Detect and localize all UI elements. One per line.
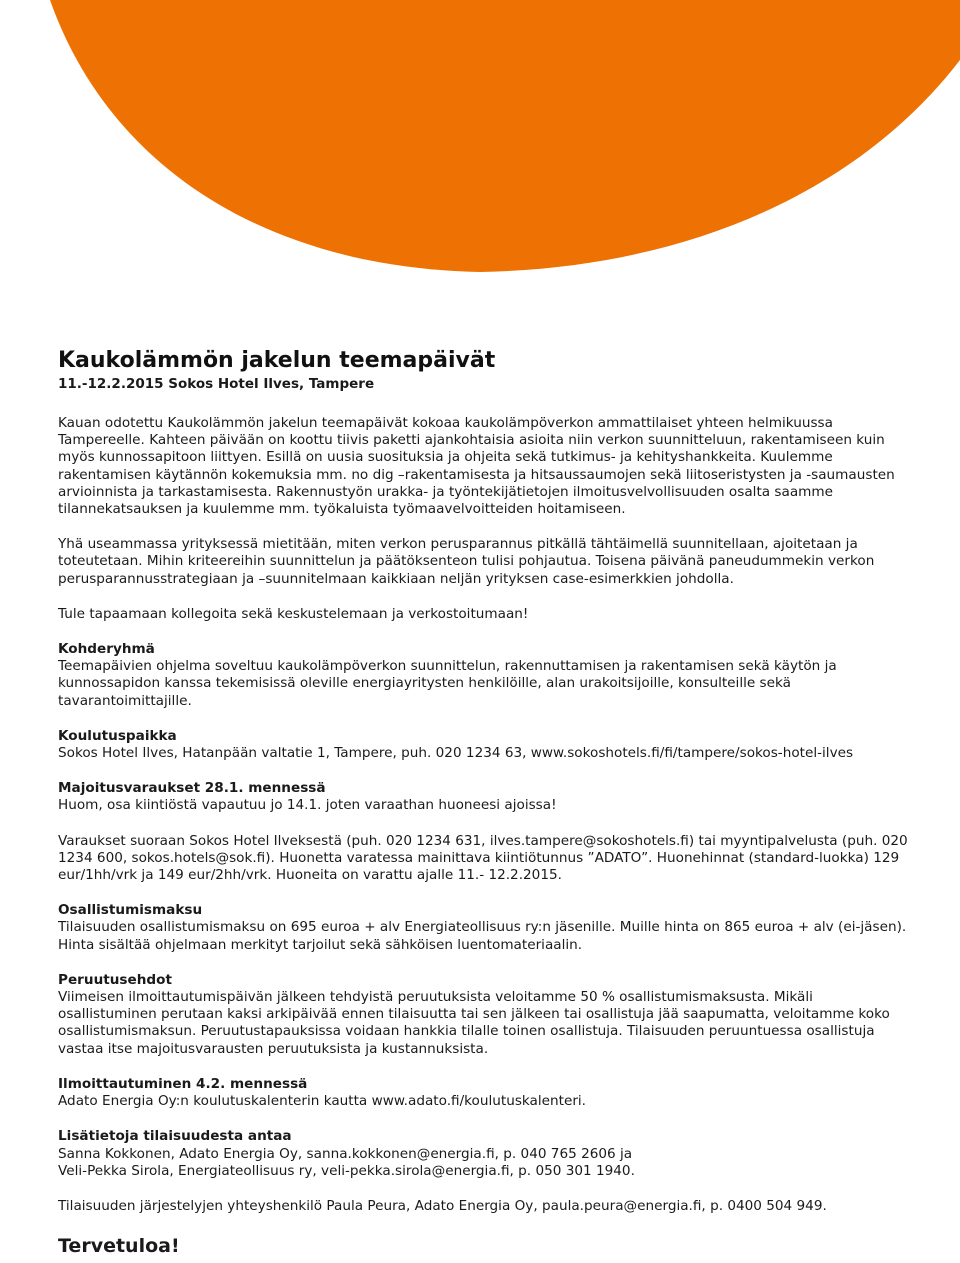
organizer-contact: Tilaisuuden järjestelyjen yhteyshenkilö Paula Peura, Adato Energia Oy, paula.peura@energia.fi, p. 0400 504 949. <box>58 1197 827 1214</box>
section-heading: Koulutuspaikka <box>58 727 177 744</box>
section-osallistumismaksu <box>58 902 908 954</box>
section-text: Sokos Hotel Ilves, Hatanpään valtatie 1, Tampere, puh. 020 1234 63, www.sokoshotels.fi/fi/tampere/sokos-hotel-ilves <box>58 745 854 762</box>
section-lisatietoja <box>58 1128 908 1180</box>
section-ilmoittautuminen <box>58 1076 908 1110</box>
section-heading: Ilmoittautuminen 4.2. mennessä <box>58 1075 308 1092</box>
section-heading: Kohderyhmä <box>58 641 155 658</box>
contact-line-1: Sanna Kokkonen, Adato Energia Oy, sanna.kokkonen@energia.fi, p. 040 765 2606 ja <box>58 1145 633 1162</box>
section-text: Tilaisuuden osallistumismaksu on 695 euroa + alv Energiateollisuus ry:n jäsenille. Muille hinta on 865 euroa + alv (ei-jäsen). Hinta sisältää ohjelmaan merkityt tarjoilut sekä sähköisen luentomateriaalin. <box>58 919 907 953</box>
section-text: Viimeisen ilmoittautumispäivän jälkeen tehdyistä peruutuksista veloitamme 50 % osallistumismaksusta. Mikäli osallistuminen perutaan kaksi arkipäivää ennen tilaisuutta tai sen jälkeen tai osallistuja jää saapumatta, veloitamme koko osallistumismaksun. Peruutustapauksissa voidaan hankkia tilalle toinen osallistuja. Tilaisuuden peruuntuessa osallistuja vastaa itse majoitusvarausten peruutuksista ja kustannuksista. <box>58 989 890 1057</box>
section-kohderyhma <box>58 641 908 710</box>
section-heading: Majoitusvaraukset 28.1. mennessä <box>58 780 326 797</box>
document-body <box>58 348 908 1257</box>
welcome-text: Tervetuloa! <box>58 1235 180 1258</box>
section-text: Varaukset suoraan Sokos Hotel Ilveksestä (puh. 020 1234 631, ilves.tampere@sokoshotels.fi) tai myyntipalvelusta (puh. 020 1234 600, sokos.hotels@sok.fi). Huonetta varatessa mainittava kiintiötunnus ”ADATO”. Huonehinnat (standard-luokka) 129 eur/1hh/vrk ja 149 eur/2hh/vrk. Huoneita on varattu ajalle 11.- 12.2.2015. <box>58 832 908 884</box>
intro-paragraph-3: Tule tapaamaan kollegoita sekä keskustelemaan ja verkostoitumaan! <box>58 605 529 622</box>
orange-arc-shape <box>50 0 960 272</box>
section-heading: Peruutusehdot <box>58 971 172 988</box>
orange-arc-decoration <box>0 0 960 330</box>
page-title: Kaukolämmön jakelun teemapäivät <box>58 348 496 373</box>
section-heading: Lisätietoja tilaisuudesta antaa <box>58 1128 292 1145</box>
intro-paragraph-1: Kauan odotettu Kaukolämmön jakelun teemapäivät kokoaa kaukolämpöverkon ammattilaiset yhteen helmikuussa Tampereelle. Kahteen päivään on koottu tiivis paketti ajankohtaisia asioita niin verkon suunnitteluun, rakentamiseen kuin myös kunnossapitoon liittyen. Esillä on uusia suosituksia ja ohjeita sekä tutkimus- ja kehityshankkeita. Kuulemme rakentamisen käytännön kokemuksia mm. no dig –rakentamisesta ja hitsaussaumojen sekä liitoseristysten ja -saumausten arvioinnista ja tarkastamisesta. Rakennustyön urakka- ja työntekijätietojen ilmoitusvelvollisuuden osalta saamme tilannekatsauksen ja kuulemme mm. työkaluista työmaavelvoitteiden hoitamiseen. <box>58 415 895 518</box>
intro-paragraph-2: Yhä useammassa yrityksessä mietitään, miten verkon perusparannus pitkällä tähtäimellä suunnitellaan, ajoitetaan ja toteutetaan. Mihin kriteereihin suunnittelun ja päätöksenteon tulisi pohjautua. Toisena päivänä paneudummekin verkon perusparannusstrategiaan ja –suunnitelmaan kaikkiaan neljän yrityksen case-esimerkkien johdolla. <box>58 536 875 587</box>
section-text: Adato Energia Oy:n koulutuskalenterin kautta www.adato.fi/koulutuskalenteri. <box>58 1093 587 1110</box>
section-heading: Osallistumismaksu <box>58 902 203 919</box>
section-majoitus <box>58 780 908 884</box>
section-text: Teemapäivien ohjelma soveltuu kaukolämpöverkon suunnittelun, rakennuttamisen ja rakentamisen sekä käytön ja kunnossapidon kanssa tekemisissä oleville energiayritysten henkilöille, alan urakoitsijoille, konsulteille sekä tavarantoimittajille. <box>58 658 837 709</box>
event-date-location: 11.-12.2.2015 Sokos Hotel Ilves, Tampere <box>58 376 375 392</box>
section-koulutuspaikka <box>58 728 908 762</box>
section-peruutusehdot <box>58 972 908 1058</box>
section-note: Huom, osa kiintiöstä vapautuu jo 14.1. joten varaathan huoneesi ajoissa! <box>58 797 557 814</box>
contact-line-2: Veli-Pekka Sirola, Energiateollisuus ry, veli-pekka.sirola@energia.fi, p. 050 301 1940. <box>58 1162 635 1179</box>
